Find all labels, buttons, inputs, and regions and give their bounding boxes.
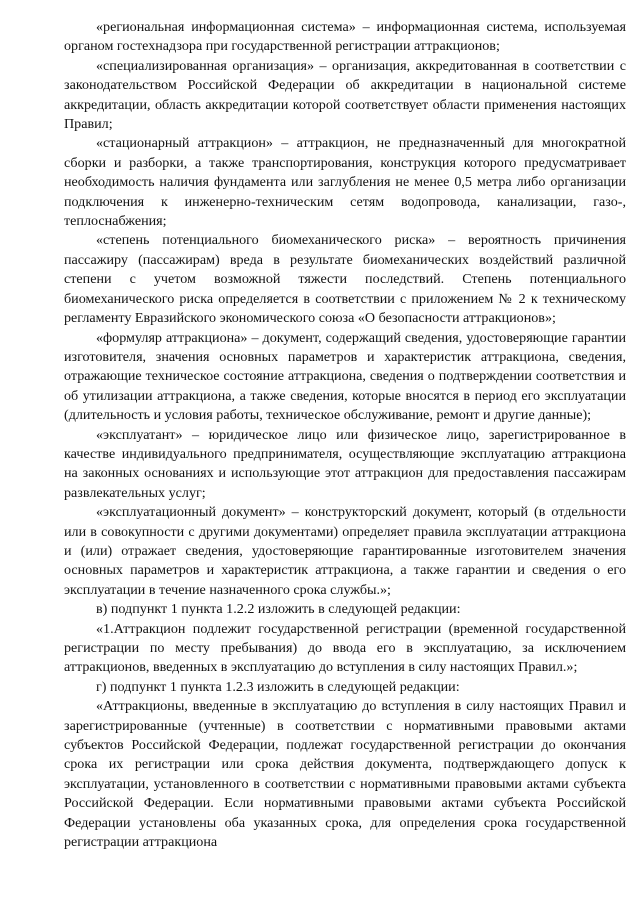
paragraph-regional-info-system: «региональная информационная система» – информационная система, используемая органом гостехнадзора при государственной регистрации аттракционов; [64, 19, 626, 55]
paragraph-attraction-form: «формуляр аттракциона» – документ, содержащий сведения, удостоверяющие гарантии изготовителя, значения основных параметров и характеристик аттракциона, сведения, отражающие техническое состояние аттракциона, сведения о подтверждении соответствия и об утилизации аттракциона, а также сведения, которые вносятся в период его эксплуатации (длительность и условия работы, техническое обслуживание, ремонт и другие данные); [64, 329, 626, 424]
paragraph-stationary-attraction: «стационарный аттракцион» – аттракцион, не предназначенный для многократной сборки и разборки, а также транспортирования, конструкция которого предусматривает необходимость наличия фундамента или заглубления не менее 0,5 метра либо организации подключения к инженерно-техническим сетям водопровода, канализации, газо-, теплоснабжения; [64, 135, 626, 230]
paragraph-registration-rule: «1.Аттракцион подлежит государственной регистрации (временной государственной регистрации по месту пребывания) до ввода его в эксплуатацию, за исключением аттракционов, введенных в эксплуатацию до вступления в силу настоящих Правил.»; [64, 620, 626, 676]
paragraph-amendment-v: в) подпункт 1 пункта 1.2.2 изложить в следующей редакции: [96, 601, 461, 618]
paragraph-biomechanical-risk: «степень потенциального биомеханического риска» – вероятность причинения пассажиру (пассажирам) вреда в результате биомеханических воздействий различной степени с учетом возможной тяжести последствий. Степень потенциального биомеханического риска определяется в соответствии с приложением № 2 к техническому регламенту Евразийского экономического союза «О безопасности аттракционов»; [64, 232, 626, 327]
paragraph-existing-attractions: «Аттракционы, введенные в эксплуатацию до вступления в силу настоящих Правил и зарегистрированные (учтенные) в соответствии с нормативными правовыми актами субъектов Российской Федерации, подлежат государственной регистрации до окончания срока их регистрации или срока действия документа, подтверждающего допуск к эксплуатации, установленного в соответствии с нормативными правовыми актами субъекта Российской Федерации. Если нормативными правовыми актами субъекта Российской Федерации установлены оба указанных срока, для определения срока государственной регистрации аттракциона [64, 698, 626, 851]
paragraph-operational-document: «эксплуатационный документ» – конструкторский документ, который (в отдельности или в совокупности с другими документами) определяет правила эксплуатации аттракциона и (или) отражает сведения, удостоверяющие гарантированные изготовителем значения основных параметров и характеристик аттракциона, а также гарантии и сведения о его эксплуатации в течение назначенного срока службы.»; [64, 504, 626, 598]
paragraph-operator: «эксплуатант» – юридическое лицо или физическое лицо, зарегистрированное в качестве индивидуального предпринимателя, осуществляющие эксплуатацию аттракциона на законных основаниях и использующие этот аттракцион для предоставления пассажирам развлекательных услуг; [64, 426, 626, 501]
document-page [64, 18, 626, 852]
paragraph-amendment-g: г) подпункт 1 пункта 1.2.3 изложить в следующей редакции: [96, 678, 460, 695]
paragraph-specialized-organization: «специализированная организация» – организация, аккредитованная в соответствии с законодательством Российской Федерации об аккредитации в национальной системе аккредитации, область аккредитации которой соответствует области применения настоящих Правил; [64, 57, 626, 133]
